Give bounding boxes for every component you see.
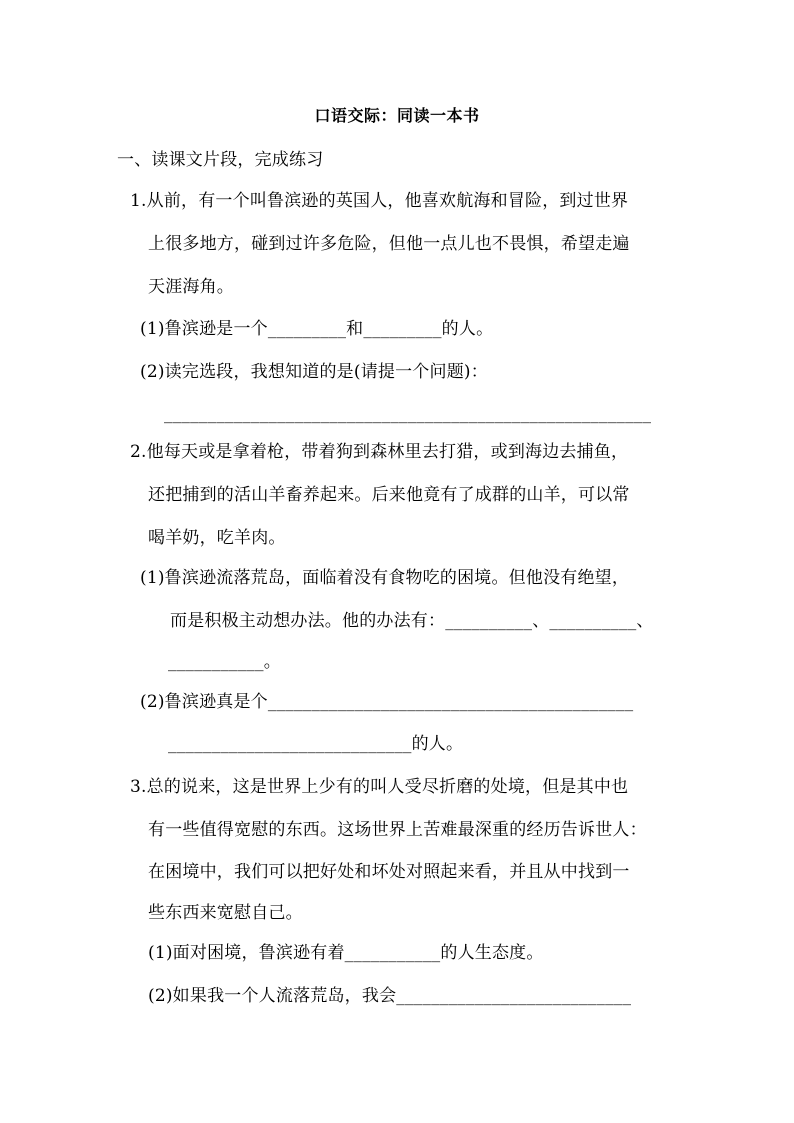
q2-sub-question-1-line-1: (1)鲁滨逊流落荒岛，面临着没有食物吃的困境。但他没有绝望，: [140, 568, 630, 588]
q2-passage-line-1: 2.他每天或是拿着枪，带着狗到森林里去打猎，或到海边去捕鱼，: [130, 442, 629, 462]
q2-sub-question-1-line-2: 而是积极主动想办法。他的办法有：__________、__________、: [170, 611, 654, 631]
q3-sub-question-2: (2)如果我一个人流落荒岛，我会___________________________: [148, 986, 632, 1006]
q1-sub-question-2: (2)读完选段，我想知道的是(请提一个问题)：: [140, 362, 488, 382]
section-heading: 一、读课文片段，完成练习: [117, 150, 324, 170]
q1-passage-line-2: 上很多地方，碰到过许多危险，但他一点儿也不畏惧，希望走遍: [148, 234, 630, 254]
q2-passage-line-3: 喝羊奶，吃羊肉。: [148, 528, 286, 548]
q2-sub-question-2-line-1: (2)鲁滨逊真是个__________________________________________: [140, 692, 634, 712]
q3-passage-line-2: 有一些值得宽慰的东西。这场世界上苦难最深重的经历告诉世人：: [148, 820, 647, 840]
q2-sub-question-2-line-2: ____________________________的人。: [168, 734, 464, 754]
q2-passage-line-2: 还把捕到的活山羊畜养起来。后来他竟有了成群的山羊，可以常: [148, 485, 630, 505]
q1-passage-line-1: 1.从前，有一个叫鲁滨逊的英国人，他喜欢航海和冒险，到过世界: [130, 191, 629, 211]
q1-sub-question-1: (1)鲁滨逊是一个_________和_________的人。: [140, 319, 494, 339]
q3-sub-question-1: (1)面对困境，鲁滨逊有着___________的人生态度。: [148, 943, 544, 963]
q3-passage-line-1: 3.总的说来，这是世界上少有的叫人受尽折磨的处境，但是其中也: [130, 777, 629, 797]
page-title: 口语交际：同读一本书: [314, 106, 480, 125]
q3-passage-line-3: 在困境中，我们可以把好处和坏处对照起来看，并且从中找到一: [148, 862, 630, 882]
q2-sub-question-1-line-3: ___________。: [168, 652, 281, 672]
q3-passage-line-4: 些东西来宽慰自己。: [148, 903, 303, 923]
q1-passage-line-3: 天涯海角。: [148, 277, 234, 297]
q1-answer-blank: ________________________________________________________: [164, 404, 652, 424]
